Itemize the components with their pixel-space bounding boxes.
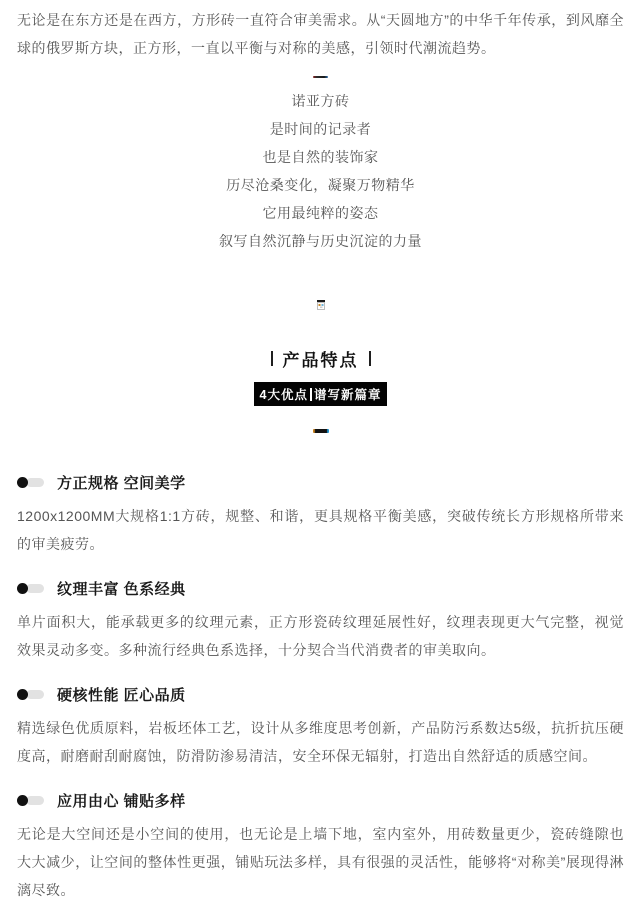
bullet-pill bbox=[26, 690, 44, 699]
bullet-dot bbox=[17, 689, 28, 700]
poem-line: 诺亚方砖 bbox=[291, 93, 350, 109]
thick-dash-divider bbox=[313, 429, 329, 433]
section-title bbox=[17, 347, 624, 369]
badge-left-text: 4大优点 bbox=[259, 388, 308, 402]
poem-line: 历尽沧桑变化，凝聚万物精华 bbox=[226, 177, 415, 193]
bullet-dot bbox=[17, 583, 28, 594]
feature-heading bbox=[17, 472, 624, 492]
bullet-dot bbox=[17, 477, 28, 488]
thin-dash-divider bbox=[313, 76, 328, 78]
feature-title: 方正规格 空间美学 bbox=[57, 474, 186, 492]
title-right-bar-icon bbox=[369, 351, 371, 366]
feature-section bbox=[17, 472, 624, 558]
broken-image-icon bbox=[317, 300, 325, 310]
feature-heading bbox=[17, 790, 624, 810]
toggle-bullet-icon bbox=[17, 689, 44, 700]
toggle-bullet-icon bbox=[17, 477, 44, 488]
bullet-pill bbox=[26, 584, 44, 593]
poem-line: 叙写自然沉静与历史沉淀的力量 bbox=[219, 233, 422, 249]
feature-title: 应用由心 铺贴多样 bbox=[57, 792, 186, 810]
badge-row bbox=[17, 382, 624, 406]
feature-heading bbox=[17, 578, 624, 598]
feature-title: 硬核性能 匠心品质 bbox=[57, 686, 186, 704]
feature-body: 无论是大空间还是小空间的使用，也无论是上墙下地，室内室外，用砖数量更少，瓷砖缝隙也大大减少，让空间的整体性更强，铺贴玩法多样，具有很强的灵活性，能够将“对称美”展现得淋漓尽致。 bbox=[17, 826, 624, 897]
feature-count-badge bbox=[254, 382, 388, 406]
poem-line: 是时间的记录者 bbox=[269, 121, 372, 137]
title-left-bar-icon bbox=[271, 351, 273, 366]
feature-section bbox=[17, 790, 624, 897]
feature-list bbox=[17, 472, 624, 897]
toggle-bullet-icon bbox=[17, 583, 44, 594]
feature-title: 纹理丰富 色系经典 bbox=[57, 580, 186, 598]
feature-body: 精选绿色优质原料，岩板坯体工艺，设计从多维度思考创新，产品防污系数达5级，抗折抗压硬度高，耐磨耐刮耐腐蚀，防滑防渗易清洁，安全环保无辐射，打造出自然舒适的质感空间。 bbox=[17, 720, 624, 764]
feature-section bbox=[17, 578, 624, 664]
bullet-dot bbox=[17, 795, 28, 806]
badge-right-text: 谱写新篇章 bbox=[313, 388, 382, 402]
poem-line: 它用最纯粹的姿态 bbox=[262, 205, 379, 221]
product-description-page bbox=[0, 6, 641, 897]
intro-paragraph: 无论是在东方还是在西方，方形砖一直符合审美需求。从“天圆地方”的中华千年传承，到风靡全球的俄罗斯方块，正方形，一直以平衡与对称的美感，引领时代潮流趋势。 bbox=[17, 12, 624, 56]
bullet-pill bbox=[26, 478, 44, 487]
toggle-bullet-icon bbox=[17, 795, 44, 806]
poem-line: 也是自然的装饰家 bbox=[262, 149, 379, 165]
badge-divider-icon bbox=[310, 388, 312, 401]
bullet-pill bbox=[26, 796, 44, 805]
section-title-label: 产品特点 bbox=[282, 350, 359, 370]
feature-heading bbox=[17, 684, 624, 704]
feature-body: 单片面积大，能承载更多的纹理元素，正方形瓷砖纹理延展性好，纹理表现更大气完整，视觉效果灵动多变。多种流行经典色系选择，十分契合当代消费者的审美取向。 bbox=[17, 614, 624, 658]
poem-block bbox=[17, 87, 624, 255]
feature-section bbox=[17, 684, 624, 770]
feature-body: 1200x1200MM大规格1:1方砖，规整、和谐，更具规格平衡美感，突破传统长方形规格所带来的审美疲劳。 bbox=[17, 508, 624, 552]
